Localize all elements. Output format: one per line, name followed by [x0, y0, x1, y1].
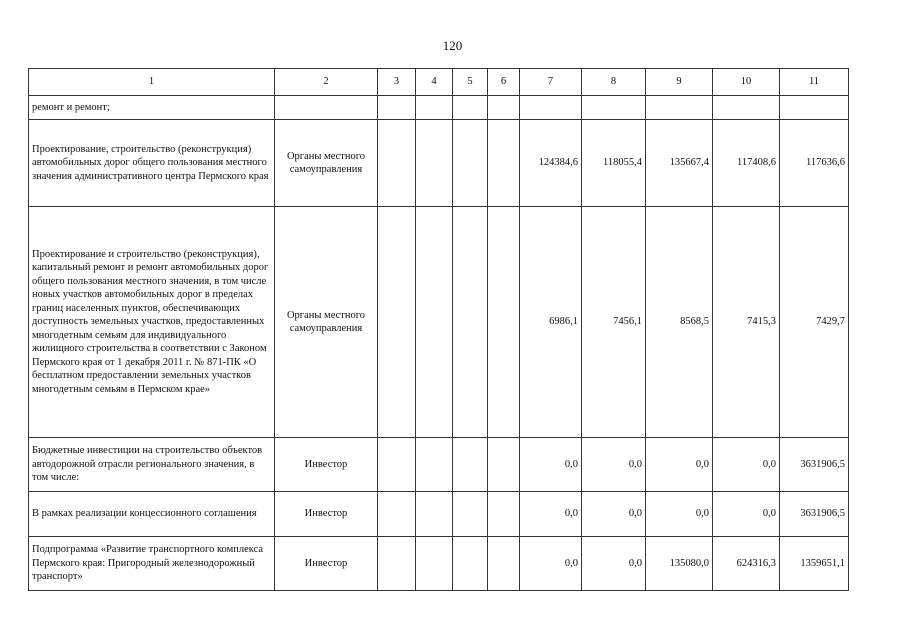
cell-col-5 — [453, 537, 488, 591]
cell-col-11: 7429,7 — [780, 207, 849, 438]
cell-col-9: 135080,0 — [646, 537, 713, 591]
header-cell-6: 6 — [488, 69, 520, 96]
cell-col-11: 1359651,1 — [780, 537, 849, 591]
cell-col-3 — [378, 438, 416, 492]
cell-col-7: 0,0 — [520, 492, 582, 537]
row-name: Проектирование и строительство (реконструкция), капитальный ремонт и ремонт автомобильных дорог общего пользования местного значения, в том числе новых участков автомобильных дорог в пределах границ населенных пунктов, обеспечивающих доступность земельных участков, предоставленных многодетным семьям для индивидуального жилищного строительства в соответствии с Законом Пермского края от 1 декабря 2011 г. № 871-ПК «О бесплатном предоставлении земельных участков многодетным семьям в Пермском крае» — [29, 207, 275, 438]
cell-col-3 — [378, 492, 416, 537]
cell-col-11: 3631906,5 — [780, 438, 849, 492]
cell-col-4 — [416, 438, 453, 492]
cell-col-5 — [453, 492, 488, 537]
cell-col-5 — [453, 120, 488, 207]
row-name: В рамках реализации концессионного соглашения — [29, 492, 275, 537]
cell-col-8: 118055,4 — [582, 120, 646, 207]
table-row — [29, 207, 849, 438]
budget-table — [28, 68, 849, 591]
cell-col-10: 0,0 — [713, 492, 780, 537]
table-row — [29, 96, 849, 120]
cell-col-10: 7415,3 — [713, 207, 780, 438]
table-row — [29, 537, 849, 591]
cell-col-4 — [416, 492, 453, 537]
cell-col-4 — [416, 96, 453, 120]
cell-col-6 — [488, 537, 520, 591]
header-cell-7: 7 — [520, 69, 582, 96]
table-row — [29, 120, 849, 207]
cell-col-8 — [582, 96, 646, 120]
cell-col-7 — [520, 96, 582, 120]
cell-col-3 — [378, 96, 416, 120]
cell-col-6 — [488, 492, 520, 537]
header-cell-5: 5 — [453, 69, 488, 96]
cell-col-4 — [416, 120, 453, 207]
cell-col-5 — [453, 207, 488, 438]
cell-col-8: 0,0 — [582, 492, 646, 537]
cell-col-8: 7456,1 — [582, 207, 646, 438]
row-org: Органы местного самоуправления — [275, 120, 378, 207]
row-org: Инвестор — [275, 492, 378, 537]
table-row — [29, 438, 849, 492]
cell-col-4 — [416, 207, 453, 438]
cell-col-3 — [378, 207, 416, 438]
row-name: Подпрограмма «Развитие транспортного комплекса Пермского края: Пригородный железнодорожный транспорт» — [29, 537, 275, 591]
cell-col-8: 0,0 — [582, 438, 646, 492]
cell-col-10 — [713, 96, 780, 120]
header-cell-9: 9 — [646, 69, 713, 96]
cell-col-9: 0,0 — [646, 492, 713, 537]
header-cell-8: 8 — [582, 69, 646, 96]
cell-col-4 — [416, 537, 453, 591]
row-name: Бюджетные инвестиции на строительство объектов автодорожной отрасли регионального значения, в том числе: — [29, 438, 275, 492]
cell-col-5 — [453, 96, 488, 120]
header-cell-10: 10 — [713, 69, 780, 96]
cell-col-10: 0,0 — [713, 438, 780, 492]
header-cell-11: 11 — [780, 69, 849, 96]
header-row — [29, 69, 849, 96]
cell-col-11 — [780, 96, 849, 120]
cell-col-6 — [488, 120, 520, 207]
cell-col-9: 0,0 — [646, 438, 713, 492]
header-cell-1: 1 — [29, 69, 275, 96]
cell-col-7: 124384,6 — [520, 120, 582, 207]
header-cell-2: 2 — [275, 69, 378, 96]
row-org: Органы местного самоуправления — [275, 207, 378, 438]
cell-col-5 — [453, 438, 488, 492]
cell-col-7: 0,0 — [520, 438, 582, 492]
cell-col-9: 8568,5 — [646, 207, 713, 438]
cell-col-7: 0,0 — [520, 537, 582, 591]
row-name: ремонт и ремонт; — [29, 96, 275, 120]
cell-col-7: 6986,1 — [520, 207, 582, 438]
row-name: Проектирование, строительство (реконструкция) автомобильных дорог общего пользования местного значения административного центра Пермского края — [29, 120, 275, 207]
cell-col-10: 624316,3 — [713, 537, 780, 591]
cell-col-6 — [488, 207, 520, 438]
cell-col-6 — [488, 96, 520, 120]
cell-col-3 — [378, 537, 416, 591]
page-number: 120 — [442, 38, 463, 53]
cell-col-6 — [488, 438, 520, 492]
row-org: Инвестор — [275, 438, 378, 492]
row-org — [275, 96, 378, 120]
header-cell-4: 4 — [416, 69, 453, 96]
cell-col-11: 3631906,5 — [780, 492, 849, 537]
cell-col-9: 135667,4 — [646, 120, 713, 207]
cell-col-3 — [378, 120, 416, 207]
cell-col-10: 117408,6 — [713, 120, 780, 207]
header-cell-3: 3 — [378, 69, 416, 96]
row-org: Инвестор — [275, 537, 378, 591]
cell-col-11: 117636,6 — [780, 120, 849, 207]
table-row — [29, 492, 849, 537]
cell-col-9 — [646, 96, 713, 120]
cell-col-8: 0,0 — [582, 537, 646, 591]
